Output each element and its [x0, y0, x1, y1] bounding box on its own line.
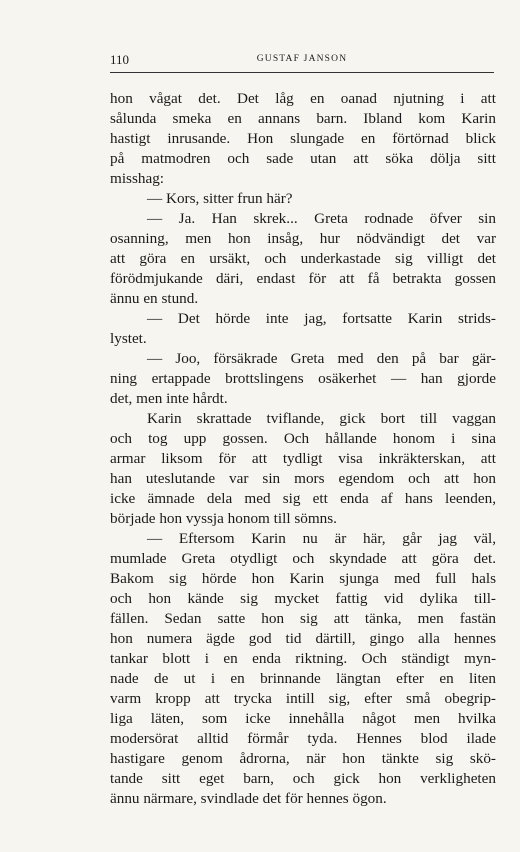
page-header — [110, 52, 494, 68]
text-line: misshag: — [110, 170, 165, 187]
text-line: och hon kände sig mycket fattig vid dylika till- — [110, 590, 496, 607]
text-line: tande sitt eget barn, och gick hon verkligheten — [110, 770, 496, 787]
text-line: liga läten, som icke innehålla något men hvilka — [110, 710, 496, 727]
text-line: Karin skrattade tviflande, gick bort till vaggan — [147, 410, 496, 427]
text-line: Bakom sig hörde hon Karin sjunga med full hals — [110, 570, 496, 587]
text-line: hon numera ägde god tid därtill, gingo alla hennes — [110, 630, 496, 647]
text-line: armar liksom för att tydligt visa inkräkterskan, att — [110, 450, 496, 467]
body-text — [110, 89, 496, 809]
text-line: ännu närmare, svindlade det för hennes ögon. — [110, 790, 387, 807]
text-line: det, men inte hårdt. — [110, 390, 228, 407]
text-line: modersörat alltid förmår tyda. Hennes blod ilade — [110, 730, 496, 747]
text-line: hastigt inrusande. Hon slungade en förtörnad blick — [110, 130, 496, 147]
text-line: — Eftersom Karin nu är här, går jag väl, — [147, 530, 496, 547]
text-line: ännu en stund. — [110, 290, 199, 307]
text-line: — Joo, försäkrade Greta med den på bar gär- — [147, 350, 496, 367]
running-head: GUSTAF JANSON — [256, 54, 348, 64]
text-line: lystet. — [110, 330, 147, 347]
text-line: sålunda smeka en annans barn. Ibland kom Karin — [110, 110, 496, 127]
text-line: — Kors, sitter frun här? — [147, 190, 293, 207]
header-rule — [110, 72, 494, 73]
text-line: förödmjukande däri, endast för att få betrakta gossen — [110, 270, 496, 287]
text-line: på matmodren och sade utan att söka dölja sitt — [110, 150, 496, 167]
page-number: 110 — [110, 52, 130, 67]
text-line: varm kropp att trycka intill sig, efter små obegrip- — [110, 690, 496, 707]
text-line: mumlade Greta otydligt och skyndade att göra det. — [110, 550, 496, 567]
text-line: osanning, men hon insåg, hur nödvändigt det var — [110, 230, 496, 247]
text-line: började hon vyssja honom till sömns. — [110, 510, 337, 527]
text-line: fällen. Sedan satte hon sig att tänka, men fastän — [110, 610, 496, 627]
text-line: — Ja. Han skrek... Greta rodnade öfver sin — [147, 210, 496, 227]
text-line: — Det hörde inte jag, fortsatte Karin strids- — [147, 310, 496, 327]
text-line: icke ämnade dela med sig ett enda af hans leenden, — [110, 490, 496, 507]
text-line: ning ertappade brottslingens osäkerhet — han gjorde — [110, 370, 496, 387]
text-line: hon vågat det. Det låg en oanad njutning i att — [110, 90, 496, 107]
text-line: att göra en ursäkt, och underkastade sig villigt det — [110, 250, 496, 267]
text-line: tankar blott i en enda riktning. Och ständigt myn- — [110, 650, 496, 667]
text-line: hastigare genom ådrorna, när hon tänkte sig skö- — [110, 750, 496, 767]
text-line: nade de ut i en brinnande längtan efter en liten — [110, 670, 496, 687]
text-line: och tog upp gossen. Och hållande honom i sina — [110, 430, 496, 447]
text-line: han uteslutande var sin mors egendom och att hon — [110, 470, 496, 487]
